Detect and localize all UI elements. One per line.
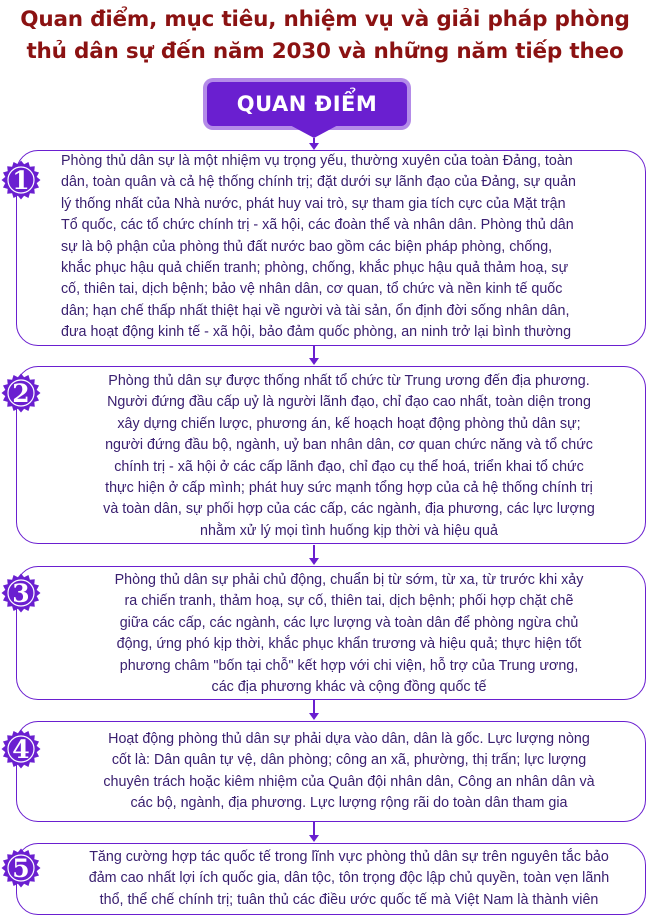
starburst-icon bbox=[1, 848, 41, 888]
number-badge-5 bbox=[1, 848, 41, 888]
text-line: động, ứng phó kịp thời, khắc phục khẩn trương và hiệu quả; thực hiện tốt bbox=[116, 636, 582, 653]
number-badge-4 bbox=[1, 729, 41, 769]
viewpoint-card-2 bbox=[16, 366, 646, 544]
arrow-down-icon bbox=[309, 713, 319, 720]
starburst-icon bbox=[1, 373, 41, 413]
section-banner bbox=[207, 82, 407, 126]
number-badge-3 bbox=[1, 573, 41, 613]
text-line: thực hiện ở cấp mình; phát huy sức mạnh tổng hợp của cả hệ thống chính trị bbox=[105, 480, 593, 497]
text-line: nhằm xử lý mọi tình huống kịp thời và hiệu quả bbox=[200, 522, 498, 539]
text-line: cốt là: Dân quân tự vệ, dân phòng; công an xã, phường, thị trấn; lực lượng bbox=[111, 752, 587, 769]
page-title bbox=[0, 4, 650, 68]
text-line: sự là bộ phận của phòng thủ đất nước bao gồm các biện pháp phòng, chống, bbox=[61, 238, 553, 255]
text-line: lý thống nhất của Nhà nước, phát huy vai trò, sự tham gia tích cực của Mặt trận bbox=[61, 195, 566, 212]
text-line: đảm cao nhất lợi ích quốc gia, dân tộc, tôn trọng độc lập chủ quyền, toàn vẹn lãnh bbox=[88, 870, 610, 887]
number-badge-1 bbox=[1, 160, 41, 200]
text-line: và toàn dân, sự phối hợp của các cấp, các ngành, địa phương, các lực lượng bbox=[103, 501, 595, 518]
viewpoint-card-5 bbox=[16, 843, 646, 915]
text-line: Phòng thủ dân sự là một nhiệm vụ trọng yếu, thường xuyên của toàn Đảng, toàn bbox=[61, 153, 573, 169]
viewpoint-text-2 bbox=[61, 371, 637, 542]
text-line: chính trị - xã hội ở các cấp lãnh đạo, chỉ đạo cụ thể hoá, triển khai tổ chức bbox=[114, 458, 584, 475]
number-badge-2 bbox=[1, 373, 41, 413]
viewpoint-card-3 bbox=[16, 566, 646, 700]
viewpoint-card-1 bbox=[16, 150, 646, 346]
arrow-down-icon bbox=[309, 558, 319, 565]
viewpoint-text-3 bbox=[61, 570, 637, 698]
arrow-down-icon bbox=[309, 358, 319, 365]
banner-tail bbox=[288, 124, 340, 138]
text-line: dân; hạn chế thấp nhất thiệt hại về người và tài sản, ổn định đời sống nhân dân, bbox=[61, 302, 570, 319]
viewpoint-text-4 bbox=[61, 729, 637, 815]
badge-number: 4 bbox=[12, 735, 30, 764]
title-line-2: thủ dân sự đến năm 2030 và những năm tiếp theo bbox=[26, 39, 624, 64]
text-line: dân, toàn quân và cả hệ thống chính trị; đặt dưới sự lãnh đạo của Đảng, sự quản bbox=[61, 174, 576, 191]
text-line: đưa hoạt động kinh tế - xã hội, bảo đảm quốc phòng, an ninh trở lại bình thường bbox=[61, 324, 572, 341]
text-line: Người đứng đầu cấp uỷ là người lãnh đạo, chỉ đạo cao nhất, toàn diện trong bbox=[107, 394, 591, 411]
text-line: phương châm "bốn tại chỗ" kết hợp với chi viện, hỗ trợ của Trung ương, bbox=[119, 657, 579, 674]
text-line: ra chiến tranh, thảm hoạ, sự cố, thiên tai, dịch bệnh; phối hợp chặt chẽ bbox=[124, 593, 574, 610]
starburst-icon bbox=[1, 160, 41, 200]
text-line: các bộ, ngành, địa phương. Lực lượng rộng rãi do toàn dân tham gia bbox=[130, 795, 568, 812]
text-line: Phòng thủ dân sự được thống nhất tổ chức từ Trung ương đến địa phương. bbox=[108, 373, 590, 389]
text-line: khắc phục hậu quả chiến tranh; phòng, chống, khắc phục hậu quả thảm hoạ, sự bbox=[61, 260, 569, 277]
text-line: Tăng cường hợp tác quốc tế trong lĩnh vực phòng thủ dân sự trên nguyên tắc bảo bbox=[89, 849, 609, 865]
badge-number: 2 bbox=[12, 379, 30, 408]
arrow-down-icon bbox=[309, 143, 319, 150]
arrow-down-icon bbox=[309, 835, 319, 842]
text-line: thổ, thể chế chính trị; tuân thủ các điều ước quốc tế mà Việt Nam là thành viên bbox=[99, 891, 599, 908]
text-line: các địa phương khác và cộng đồng quốc tế bbox=[211, 679, 487, 696]
banner-label: QUAN ĐIỂM bbox=[236, 92, 378, 116]
badge-number: 5 bbox=[12, 854, 30, 883]
text-line: xây dựng chiến lược, phương án, kế hoạch hoạt động phòng thủ dân sự; bbox=[117, 415, 581, 432]
viewpoint-card-4 bbox=[16, 721, 646, 822]
text-line: Hoạt động phòng thủ dân sự phải dựa vào dân, dân là gốc. Lực lượng nòng bbox=[108, 731, 590, 747]
badge-number: 1 bbox=[12, 166, 30, 195]
text-line: Phòng thủ dân sự phải chủ động, chuẩn bị từ sớm, từ xa, từ trước khi xảy bbox=[114, 572, 584, 588]
text-line: giữa các cấp, các ngành, các lực lượng và toàn dân để phòng ngừa chủ bbox=[119, 614, 579, 631]
viewpoint-text-5 bbox=[61, 847, 637, 911]
viewpoint-text-1 bbox=[61, 151, 637, 344]
text-line: cố, thiên tai, dịch bệnh; bảo vệ nhân dân, cơ quan, tổ chức và nền kinh tế quốc bbox=[61, 281, 563, 298]
title-line-1: Quan điểm, mục tiêu, nhiệm vụ và giải pháp phòng bbox=[20, 7, 630, 32]
badge-number: 3 bbox=[12, 579, 30, 608]
text-line: người đứng đầu bộ, ngành, uỷ ban nhân dân, cơ quan chức năng và tổ chức bbox=[105, 437, 593, 454]
starburst-icon bbox=[1, 573, 41, 613]
text-line: Tổ quốc, các tổ chức chính trị - xã hội, các đoàn thể và nhân dân. Phòng thủ dân bbox=[61, 217, 574, 234]
text-line: chuyên trách hoặc kiêm nhiệm của Quân đội nhân dân, Công an nhân dân và bbox=[103, 773, 595, 790]
starburst-icon bbox=[1, 729, 41, 769]
